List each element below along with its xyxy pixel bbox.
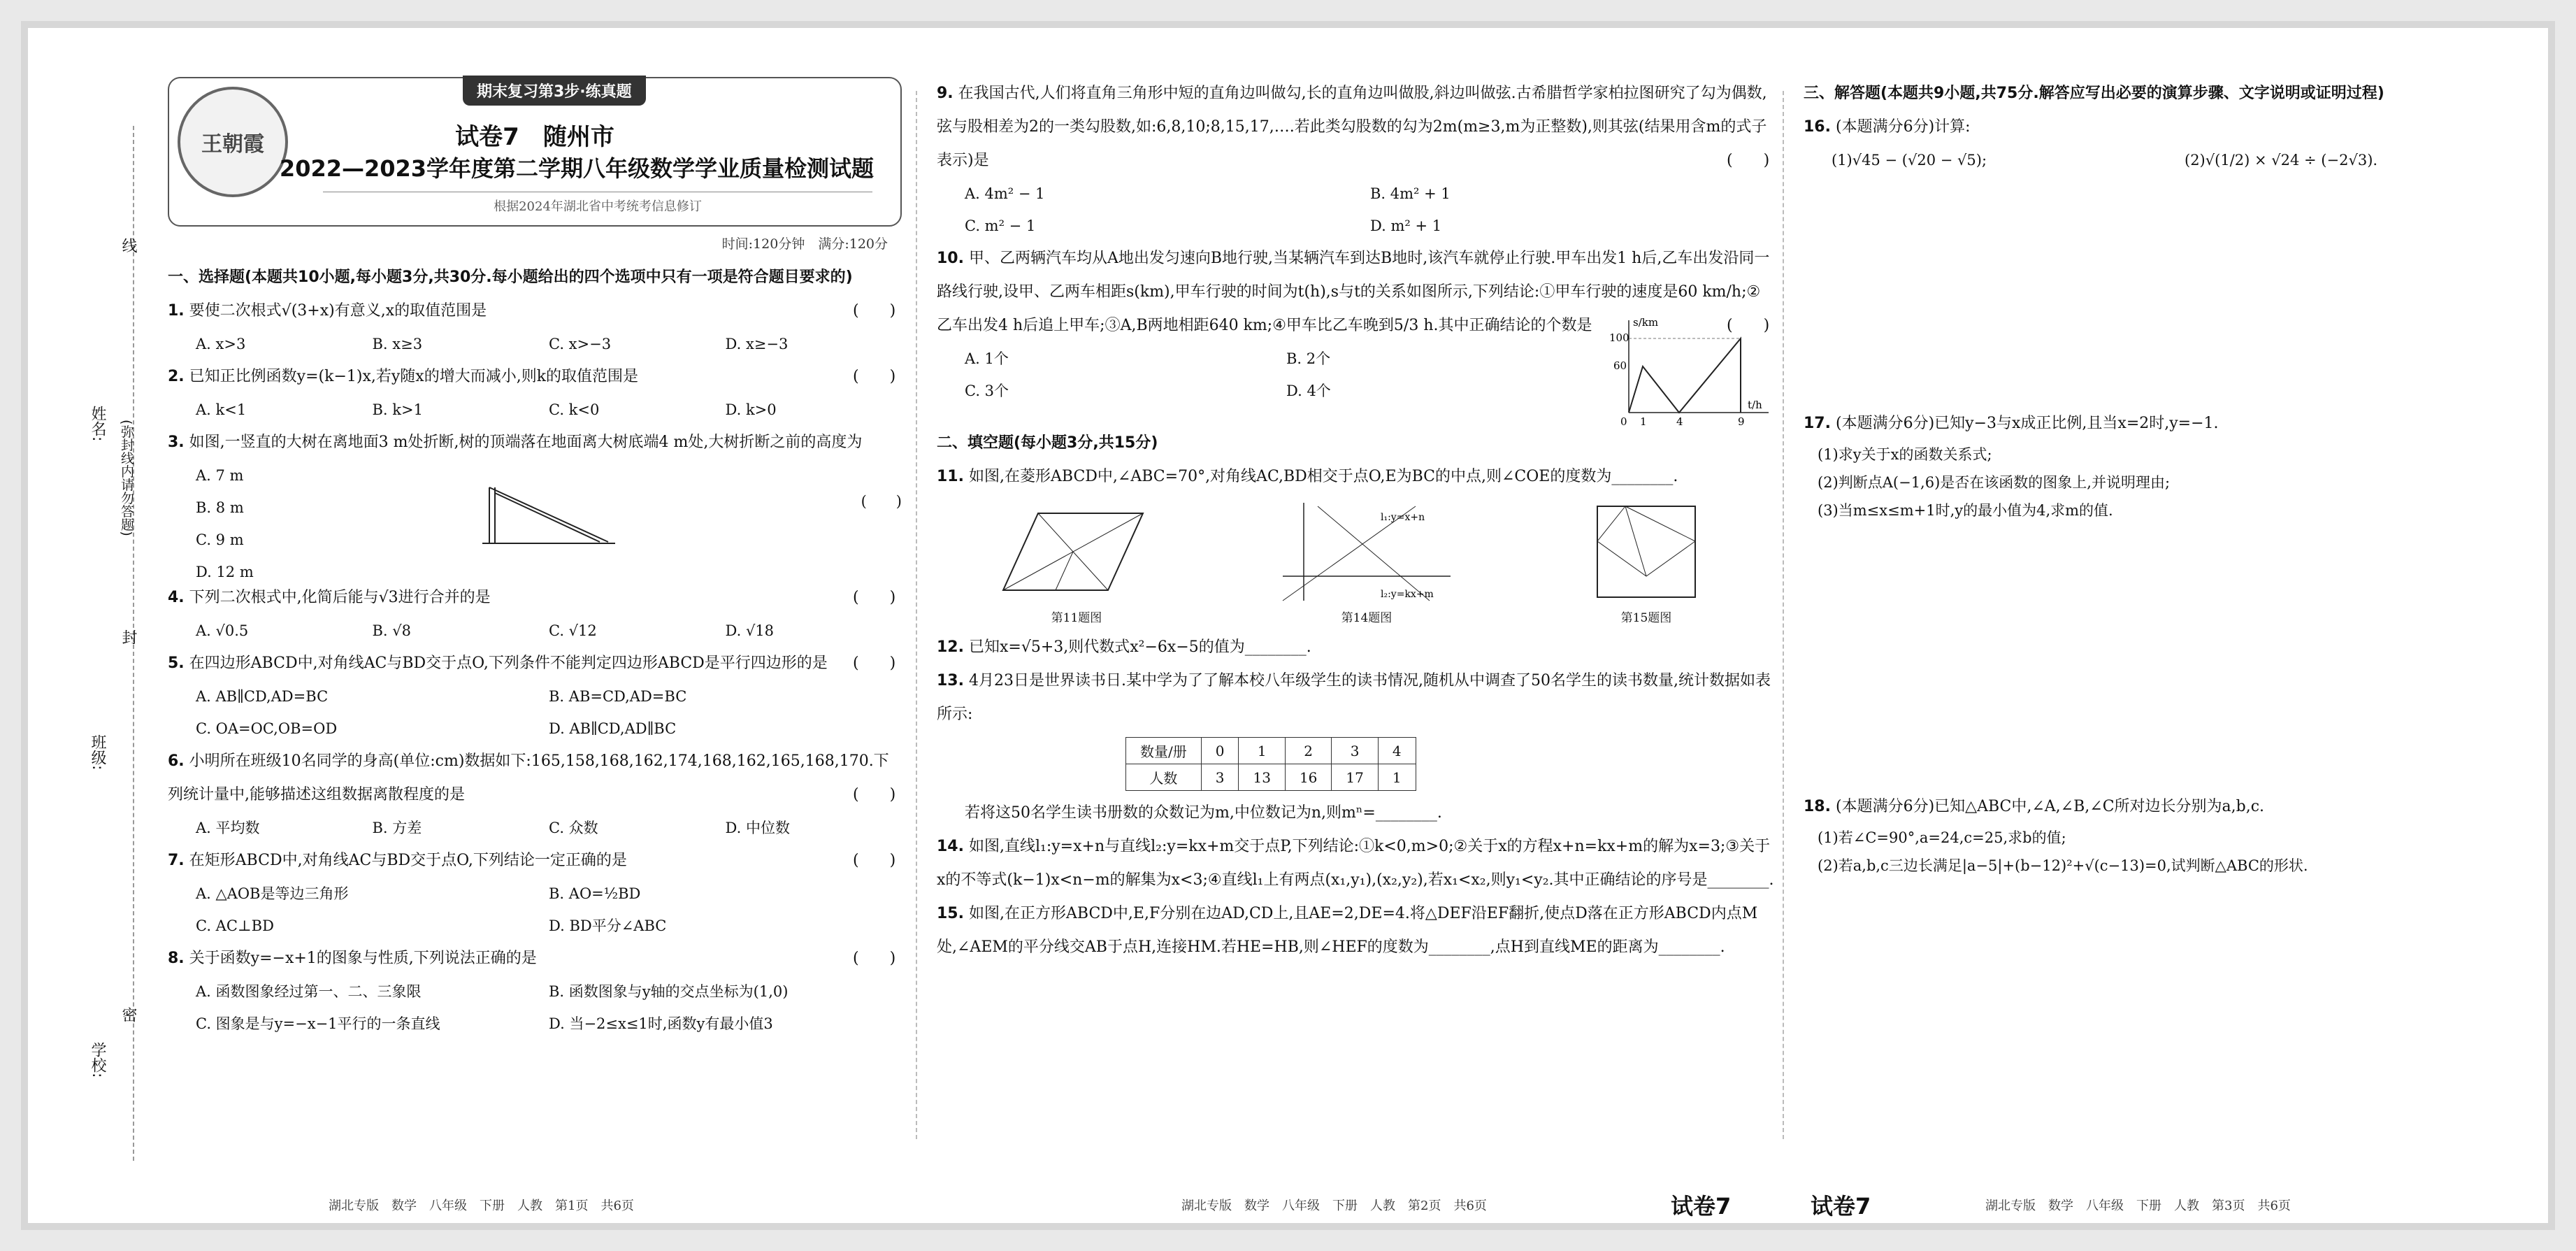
school-label: 学校: (89, 1042, 106, 1078)
page-3-column (1804, 77, 2538, 1146)
question-14: 14. 如图,直线l₁:y=x+n与直线l₂:y=kx+m交于点P,下列结论:①k<0,m>0;②关于x的方程x+n=kx+m的解为x=3;③关于x的不等式(k−1)x<n−m的解集为x<3;④直线l₁上有两点(x₁,y₁),(x₂,y₂),若x₁<x₂,则y₁<y₂.其中正确结论的序号是________. (937, 838, 1774, 889)
question-13: 13. 4月23日是世界读书日.某中学为了了解本校八年级学生的读书情况,随机从中调查了50名学生的读书数量,统计数据如表所示: (937, 672, 1771, 723)
line-mark: 线 (120, 238, 137, 253)
question-18: 18. (本题满分6分)已知△ABC中,∠A,∠B,∠C所对边长分别为a,b,c. (1804, 798, 2265, 815)
question-17: 17. (本题满分6分)已知y−3与x成正比例,且当x=2时,y=−1. (1804, 415, 2219, 432)
svg-text:9: 9 (1738, 415, 1745, 427)
question-9: 9. 在我国古代,人们将直角三角形中短的直角边叫做勾,长的直角边叫做股,斜边叫做弦.古希腊哲学家柏拉图研究了勾为偶数,弦与股相差为2的一类勾股数,如:6,8,10;8,15,17,….若此类勾股数的勾为2m(m≥3,m为正整数),则其弦(结果用含m的式子表示)是 ( ) (937, 85, 1770, 169)
question-10-options: A. 1个 B. 2个 C. 3个 D. 4个 (965, 350, 1331, 399)
question-13-ask: 若将这50名学生读书册数的众数记为m,中位数记为n,则mⁿ=________. (965, 804, 1442, 822)
question-5-options: A. AB∥CD,AD=BC B. AB=CD,AD=BC C. OA=OC,OB=OD D. AB∥CD,AD∥BC (196, 688, 687, 737)
question-7-options: A. △AOB是等边三角形 B. AO=½BD C. AC⊥BD D. BD平分∠ABC (196, 885, 667, 934)
question-9-options: A. 4m² − 1 B. 4m² + 1 C. m² − 1 D. m² + 1 (965, 185, 1451, 234)
footer-page-1: 湖北专版 数学 八年级 下册 人教 第1页 共6页 (329, 1199, 634, 1213)
question-3-paren: ( ) (861, 493, 902, 510)
footer-tag-right: 试卷7 (1811, 1193, 1871, 1220)
exam-title: 试卷7 随州市 (455, 123, 614, 151)
question-10: 10. 甲、乙两辆汽车均从A地出发匀速向B地行驶,当某辆汽车到达B地时,该汽车就停止行驶.甲车出发1 h后,乙车出发沿同一路线行驶,设甲、乙两车相距s(km),甲车行驶的时间为t(h),s与t的关系如图所示,下列结论:①甲车行驶的速度是60 km/h;②乙车出发4 h后追上甲车;③A,B两地相距640 km;④甲车比乙车晚到5/3 h.其中正确结论的个数是 ( ) (937, 250, 1770, 334)
svg-text:0: 0 (1620, 415, 1627, 427)
page-divider (916, 91, 917, 1139)
section-answer-heading: 三、解答题(本题共9小题,共75分.解答应写出必要的演算步骤、文字说明或证明过程) (1804, 85, 2384, 102)
seal-mark: 封 (120, 629, 137, 645)
mi-mark: 密 (120, 1007, 137, 1022)
question-10-body (937, 316, 1776, 427)
answer-space (1804, 524, 2538, 790)
question-4: 4. 下列二次根式中,化简后能与√3进行合并的是 ( ) (168, 589, 896, 606)
page-1-column (168, 77, 902, 1146)
question-12: 12. 已知x=√5+3,则代数式x²−6x−5的值为________. (937, 638, 1311, 656)
svg-text:1: 1 (1640, 415, 1647, 427)
footer-page-2: 湖北专版 数学 八年级 下册 人教 第2页 共6页 (1181, 1199, 1487, 1213)
question-6: 6. 小明所在班级10名同学的身高(单位:cm)数据如下:165,158,168,162,174,168,162,165,168,170.下列统计量中,能够描述这组数据离散程度的是 ( ) (168, 752, 896, 803)
reading-data-table (1125, 737, 1416, 791)
exam-subtitle: 2022—2023学年度第二学期八年级数学学业质量检测试题 (279, 155, 875, 182)
question-8: 8. 关于函数y=−x+1的图象与性质,下列说法正确的是 ( ) (168, 950, 896, 967)
figure-14: l₁:y=x+n l₂:y=kx+m 第14题图 (1276, 499, 1458, 625)
page-2-column (937, 77, 1776, 1146)
question-3-options: A. 7 m B. 8 m C. 9 m D. 12 m (196, 467, 254, 580)
question-17-parts: (1)求y关于x的函数关系式; (2)判断点A(−1,6)是否在该函数的图象上,并说明理由; (3)当m≤x≤m+1时,y的最小值为4,求m的值. (1818, 446, 2171, 519)
figure-row (937, 499, 1776, 625)
footer-page-3: 湖北专版 数学 八年级 下册 人教 第3页 共6页 (1985, 1199, 2291, 1213)
question-1: 1. 要使二次根式√(3+x)有意义,x的取值范围是 ( ) (168, 302, 896, 320)
question-2: 2. 已知正比例函数y=(k−1)x,若y随x的增大而减小,则k的取值范围是 ( ) (168, 368, 896, 385)
question-1-options: A. x>3 B. x≥3 C. x>−3 D. x≥−3 (196, 336, 789, 352)
question-6-options: A. 平均数 B. 方差 C. 众数 D. 中位数 (196, 820, 790, 836)
class-label: 班级: (89, 734, 106, 771)
question-3-body (168, 459, 902, 588)
section-fill-heading: 二、填空题(每小题3分,共15分) (937, 434, 1158, 452)
svg-text:60: 60 (1613, 359, 1627, 372)
footer-tag-left: 试卷7 (1671, 1193, 1732, 1220)
revision-note: 根据2024年湖北省中考统考信息修订 (323, 192, 872, 215)
answer-space (1804, 176, 2538, 407)
svg-text:l₁:y=x+n: l₁:y=x+n (1381, 512, 1425, 523)
question-4-options: A. √0.5 B. √8 C. √12 D. √18 (196, 622, 775, 639)
question-16: 16. (本题满分6分)计算: (1804, 118, 1971, 136)
page-divider (1783, 91, 1784, 1139)
question-15: 15. 如图,在正方形ABCD中,E,F分别在边AD,CD上,且AE=2,DE=4.将△DEF沿EF翻折,使点D落在正方形ABCD内点M处,∠AEM的平分线交AB于点H,连接HM.若HE=HB,则∠HEF的度数为________,点H到直线ME的距离为________. (937, 905, 1758, 956)
name-label: 姓名: (89, 406, 106, 442)
question-7: 7. 在矩形ABCD中,对角线AC与BD交于点O,下列结论一定正确的是 ( ) (168, 852, 896, 869)
broken-tree-figure (475, 459, 629, 557)
svg-text:4: 4 (1676, 415, 1683, 427)
seal-note: (弥封线内请勿答题) (119, 420, 134, 536)
question-18-parts: (1)若∠C=90°,a=24,c=25,求b的值; (2)若a,b,c三边长满足|a−5|+(b−12)²+√(c−13)=0,试判断△ABC的形状. (1818, 829, 2308, 874)
table-row: 人数 3 13 16 17 1 (1126, 764, 1416, 791)
figure-15: 第15题图 (1576, 499, 1716, 625)
question-2-options: A. k<1 B. k>1 C. k<0 D. k>0 (196, 401, 777, 418)
svg-text:l₂:y=kx+m: l₂:y=kx+m (1381, 589, 1434, 600)
figure-11: 第11题图 (996, 499, 1157, 625)
exam-paper (21, 21, 2555, 1230)
time-score-info: 时间:120分钟 满分:120分 (721, 236, 888, 252)
question-16-parts: (1)√45 − (√20 − √5); (2)√(1/2) × √24 ÷ (−2√3). (1832, 152, 2378, 169)
svg-text:100: 100 (1609, 331, 1629, 344)
graph-ylabel: s/km (1633, 316, 1659, 329)
distance-time-graph (1608, 315, 1776, 427)
question-5: 5. 在四边形ABCD中,对角线AC与BD交于点O,下列条件不能判定四边形ABCD是平行四边形的是 ( ) (168, 655, 896, 672)
question-8-options: A. 函数图象经过第一、二、三象限 B. 函数图象与y轴的交点坐标为(1,0) C. 图象是与y=−x−1平行的一条直线 D. 当−2≤x≤1时,函数y有最小值3 (196, 983, 789, 1032)
question-3: 3. 如图,一竖直的大树在离地面3 m处折断,树的顶端落在地面离大树底端4 m处,大树折断之前的高度为 (168, 434, 863, 451)
question-11: 11. 如图,在菱形ABCD中,∠ABC=70°,对角线AC,BD相交于点O,E为BC的中点,则∠COE的度数为________. (937, 468, 1678, 485)
review-badge: 期末复习第3步·练真题 (463, 76, 646, 106)
graph-xlabel: t/h (1748, 399, 1762, 411)
table-row: 数量/册 0 1 2 3 4 (1126, 738, 1416, 764)
brand-logo: 王朝霞 (178, 87, 288, 197)
exam-header (168, 77, 902, 227)
section-choice-heading: 一、选择题(本题共10小题,每小题3分,共30分.每小题给出的四个选项中只有一项是符合题目要求的) (168, 269, 853, 286)
